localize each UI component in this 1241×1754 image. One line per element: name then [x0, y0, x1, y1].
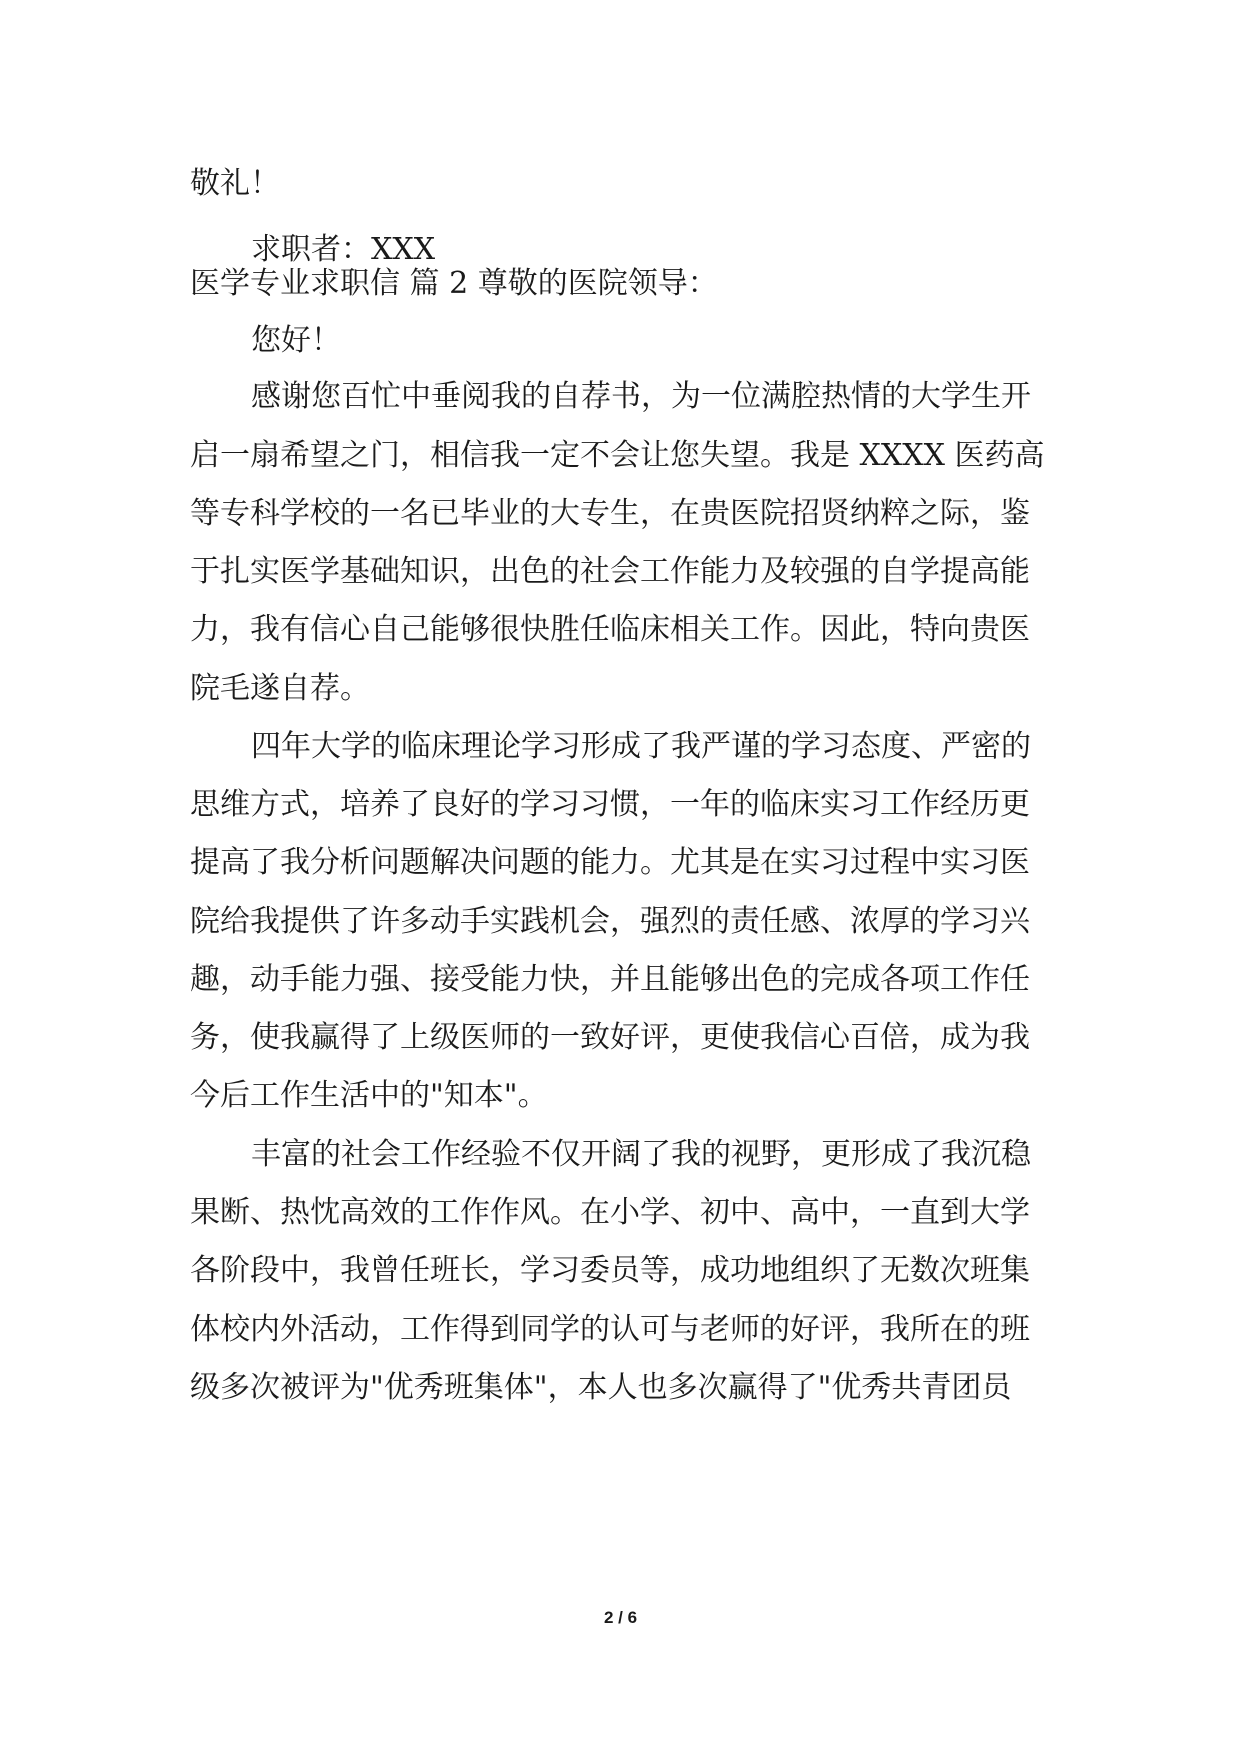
paragraph-line: 思维方式，培养了良好的学习习惯，一年的临床实习工作经历更: [190, 787, 1030, 822]
paragraph-line: 等专科学校的一名已毕业的大专生，在贵医院招贤纳粹之际，鉴: [190, 496, 1030, 531]
paragraph-line: 于扎实医学基础知识，出色的社会工作能力及较强的自学提高能: [190, 554, 1030, 589]
paragraph-line: 体校内外活动，工作得到同学的认可与老师的好评，我所在的班: [190, 1312, 1030, 1347]
paragraph-line: 今后工作生活中的"知本"。: [190, 1078, 548, 1113]
section-heading: 医学专业求职信 篇 2 尊敬的医院领导：: [190, 266, 718, 301]
paragraph-line: 级多次被评为"优秀班集体"，本人也多次赢得了"优秀共青团员: [190, 1370, 1012, 1405]
greeting: 您好！: [251, 323, 341, 358]
paragraph-line: 丰富的社会工作经验不仅开阔了我的视野，更形成了我沉稳: [251, 1137, 1031, 1172]
paragraph-line: 趣，动手能力强、接受能力快，并且能够出色的完成各项工作任: [190, 962, 1030, 997]
paragraph-line: 感谢您百忙中垂阅我的自荐书，为一位满腔热情的大学生开: [251, 379, 1031, 414]
paragraph-line: 四年大学的临床理论学习形成了我严谨的学习态度、严密的: [251, 729, 1031, 764]
paragraph-line: 启一扇希望之门，相信我一定不会让您失望。我是 XXXX 医药高: [190, 438, 1045, 473]
signature-line: 求职者：XXX: [251, 232, 436, 267]
paragraph-line: 各阶段中，我曾任班长，学习委员等，成功地组织了无数次班集: [190, 1253, 1030, 1288]
paragraph-line: 院给我提供了许多动手实践机会，强烈的责任感、浓厚的学习兴: [190, 904, 1030, 939]
closing-salutation: 敬礼！: [190, 166, 280, 201]
paragraph-line: 果断、热忱高效的工作作风。在小学、初中、高中，一直到大学: [190, 1195, 1030, 1230]
paragraph-line: 务，使我赢得了上级医师的一致好评，更使我信心百倍，成为我: [190, 1020, 1030, 1055]
paragraph-line: 力，我有信心自己能够很快胜任临床相关工作。因此，特向贵医: [190, 612, 1030, 647]
paragraph-line: 提高了我分析问题解决问题的能力。尤其是在实习过程中实习医: [190, 845, 1030, 880]
paragraph-line: 院毛遂自荐。: [190, 671, 370, 706]
page-number: 2 / 6: [603, 1608, 638, 1627]
